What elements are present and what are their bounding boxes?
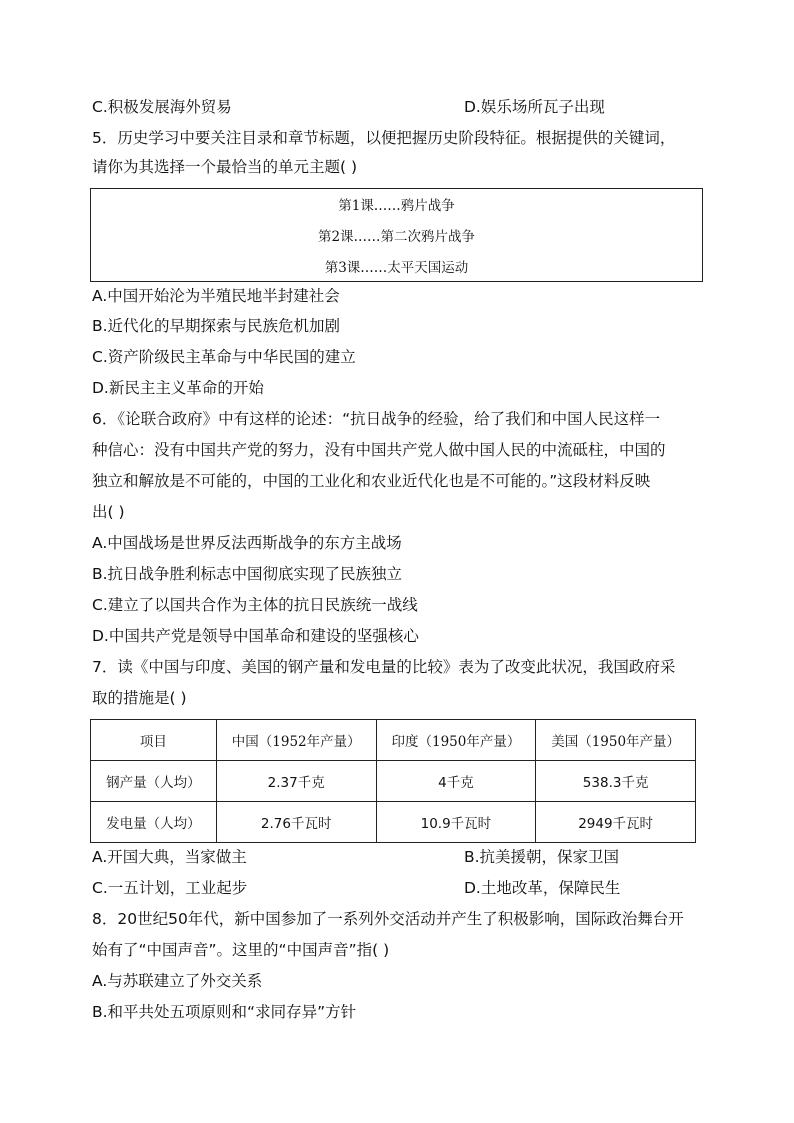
- table-cell: 4千克: [376, 761, 536, 802]
- q5-lesson-1: 第1课……鸦片战争: [338, 198, 455, 214]
- table-cell: 钢产量（人均）: [91, 761, 217, 802]
- q8-option-a[interactable]: A.与苏联建立了外交关系: [92, 972, 263, 990]
- table-header-cell: 印度（1950年产量）: [376, 720, 536, 761]
- table-header-cell: 项目: [91, 720, 217, 761]
- table-cell: 2949千瓦时: [536, 802, 696, 843]
- q7-option-d[interactable]: D.土地改革，保障民生: [464, 879, 621, 897]
- q7-comparison-table: [90, 719, 696, 843]
- q6-option-c[interactable]: C.建立了以国共合作为主体的抗日民族统一战线: [92, 596, 418, 614]
- q5-option-d[interactable]: D.新民主主义革命的开始: [92, 379, 264, 397]
- q8-stem-line-2: 始有了“中国声音”。这里的“中国声音”指( ): [92, 941, 390, 959]
- q7-option-c[interactable]: C.一五计划，工业起步: [92, 879, 248, 897]
- q5-option-a[interactable]: A.中国开始沦为半殖民地半封建社会: [92, 287, 340, 305]
- q5-option-c[interactable]: C.资产阶级民主革命与中华民国的建立: [92, 348, 356, 366]
- table-row: [91, 761, 696, 802]
- q7-options-row-1: [92, 847, 620, 867]
- q5-lesson-2: 第2课……第二次鸦片战争: [317, 229, 476, 245]
- q5-lesson-3: 第3课……太平天国运动: [324, 260, 469, 276]
- table-row: [91, 802, 696, 843]
- q6-stem-line-4: 出( ): [92, 503, 125, 521]
- q6-stem-line-3: 独立和解放是不可能的，中国的工业化和农业近代化也是不可能的。”这段材料反映: [92, 472, 651, 490]
- q7-options-row-2: [92, 878, 621, 898]
- q6-stem-line-1: 6．《论联合政府》中有这样的论述：“抗日战争的经验，给了我们和中国人民这样一: [92, 410, 661, 428]
- q8-option-b[interactable]: B.和平共处五项原则和“求同存异”方针: [92, 1003, 357, 1021]
- q5-lesson-box: [90, 188, 703, 282]
- table-cell: 2.76千瓦时: [216, 802, 376, 843]
- q6-option-d[interactable]: D.中国共产党是领导中国革命和建设的坚强核心: [92, 627, 419, 645]
- q7-option-a[interactable]: A.开国大典，当家做主: [92, 848, 247, 866]
- q7-stem-line-2: 取的措施是( ): [92, 689, 187, 707]
- q6-option-a[interactable]: A.中国战场是世界反法西斯战争的东方主战场: [92, 534, 402, 552]
- q8-stem-line-1: 8．20世纪50年代，新中国参加了一系列外交活动并产生了积极影响，国际政治舞台开: [92, 910, 684, 928]
- q4-option-c[interactable]: C.积极发展海外贸易: [92, 98, 232, 116]
- q5-stem-line-1: 5．历史学习中要关注目录和章节标题，以便把握历史阶段特征。根据提供的关键词，: [92, 129, 676, 147]
- q5-stem-line-2: 请你为其选择一个最恰当的单元主题( ): [92, 158, 358, 176]
- q6-option-b[interactable]: B.抗日战争胜利标志中国彻底实现了民族独立: [92, 565, 403, 583]
- q4-option-d[interactable]: D.娱乐场所瓦子出现: [464, 98, 605, 116]
- q4-options-row: [92, 97, 605, 117]
- table-header-cell: 美国（1950年产量）: [536, 720, 696, 761]
- table-cell: 10.9千瓦时: [376, 802, 536, 843]
- q7-option-b[interactable]: B.抗美援朝，保家卫国: [464, 848, 620, 866]
- q7-stem-line-1: 7．读《中国与印度、美国的钢产量和发电量的比较》表为了改变此状况，我国政府采: [92, 658, 676, 676]
- table-cell: 发电量（人均）: [91, 802, 217, 843]
- table-cell: 538.3千克: [536, 761, 696, 802]
- table-header-cell: 中国（1952年产量）: [216, 720, 376, 761]
- table-header-row: [91, 720, 696, 761]
- table-cell: 2.37千克: [216, 761, 376, 802]
- q5-option-b[interactable]: B.近代化的早期探索与民族危机加剧: [92, 317, 341, 335]
- q6-stem-line-2: 种信心：没有中国共产党的努力，没有中国共产党人做中国人民的中流砥柱，中国的: [92, 441, 666, 459]
